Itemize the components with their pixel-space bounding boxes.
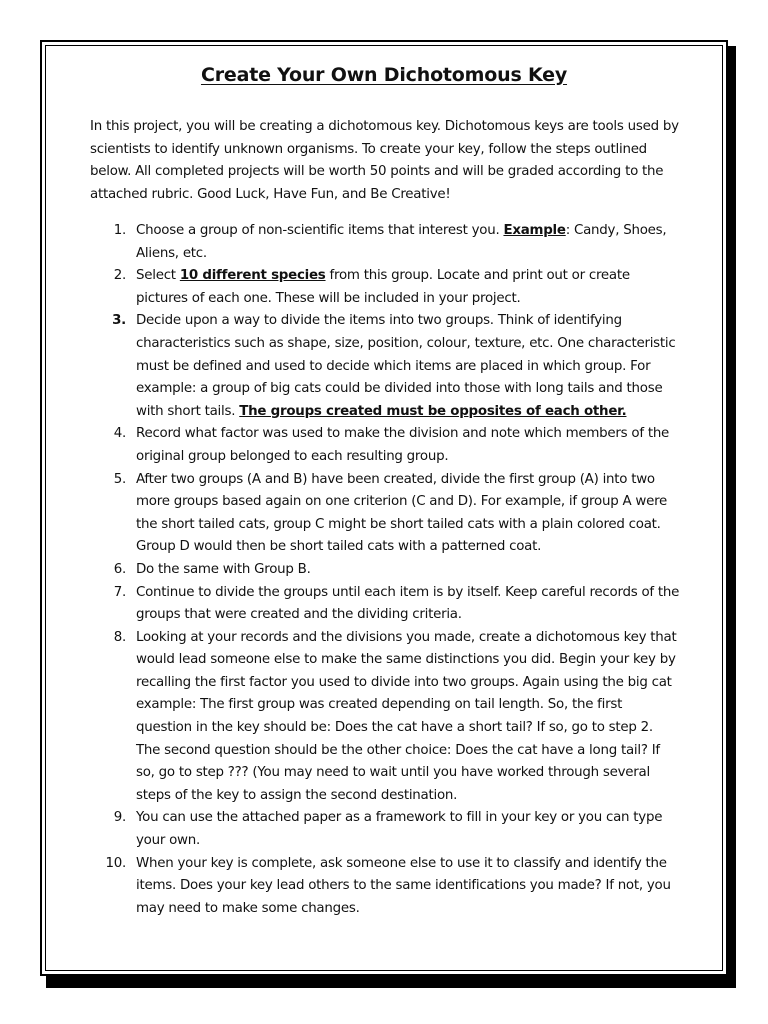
steps-list [90, 220, 680, 920]
step-number: 6. [113, 561, 126, 577]
step-emphasis: The groups created must be opposites of each other. [239, 403, 627, 419]
intro-paragraph: In this project, you will be creating a dichotomous key. Dichotomous keys are tools used by scientists to identify unknown organisms. To create your key, follow the steps outlined below. All completed projects will be worth 50 points and will be graded according to the attached rubric. Good Luck, Have Fun, and Be Creative! [90, 119, 679, 202]
step-1 [90, 220, 680, 265]
step-4 [90, 423, 680, 468]
step-text: Looking at your records and the divisions you made, create a dichotomous key that would lead someone else to make the same distinctions you did. Begin your key by recalling the first factor you used to divide into two groups. Again using the big cat example: The first group was created depending on tail length. So, the first question in the key should be: Does the cat have a short tail? If so, go to step 2. The second question should be the other choice: Does the cat have a long tail? If so, go to step ??? (You may need to wait until you have worked through several steps of the key to assign the second destination. [136, 629, 677, 803]
step-number: 3. [112, 313, 126, 329]
step-text: Choose a group of non-scientific items that interest you. [136, 223, 504, 238]
step-number: 1. [113, 223, 126, 238]
step-number: 9. [113, 810, 126, 826]
step-emphasis: Example [503, 223, 566, 238]
step-8 [90, 627, 680, 808]
document-page [40, 40, 728, 976]
step-text: Do the same with Group B. [136, 561, 311, 577]
step-number: 5. [113, 471, 126, 487]
step-text: Record what factor was used to make the division and note which members of the original group belonged to each resulting group. [136, 426, 670, 464]
step-6 [90, 559, 680, 582]
step-5 [90, 469, 680, 559]
step-3 [90, 310, 680, 423]
step-text: from this group. Locate and print out or create pictures of each one. These will be included in your project. [136, 268, 630, 306]
step-emphasis: 10 different species [179, 268, 326, 284]
step-text: Continue to divide the groups until each item is by itself. Keep careful records of the groups that were created and the dividing criteria. [136, 584, 680, 623]
step-9 [90, 807, 680, 852]
step-text: You can use the attached paper as a framework to fill in your key or you can type your own. [136, 810, 663, 849]
step-text: After two groups (A and B) have been created, divide the first group (A) into two more groups based again on one criterion (C and D). For example, if group A were the short tailed cats, group C might be short tailed cats with a plain colored coat. Group D would then be short tailed cats with a patterned coat. [136, 471, 668, 555]
step-text: : Candy, Shoes, Aliens, etc. [136, 223, 667, 261]
step-text: Decide upon a way to divide the items into two groups. Think of identifying characteristics such as shape, size, position, colour, texture, etc. One characteristic must be defined and used to decide which items are placed in which group. For example: a group of big cats could be divided into those with long tails and those with short tails. [136, 313, 676, 419]
step-number: 8. [113, 629, 126, 645]
step-number: 4. [113, 426, 126, 442]
step-number: 10. [105, 855, 126, 871]
step-number: 7. [113, 584, 126, 600]
step-text: Select [136, 268, 180, 284]
step-7 [90, 582, 680, 627]
step-number: 2. [113, 268, 126, 284]
page-title: Create Your Own Dichotomous Key [200, 64, 568, 86]
step-text: When your key is complete, ask someone else to use it to classify and identify the items. Does your key lead others to the same identifications you made? If not, you may need to make some changes. [136, 855, 671, 916]
step-2 [90, 265, 680, 310]
step-10 [90, 853, 680, 921]
